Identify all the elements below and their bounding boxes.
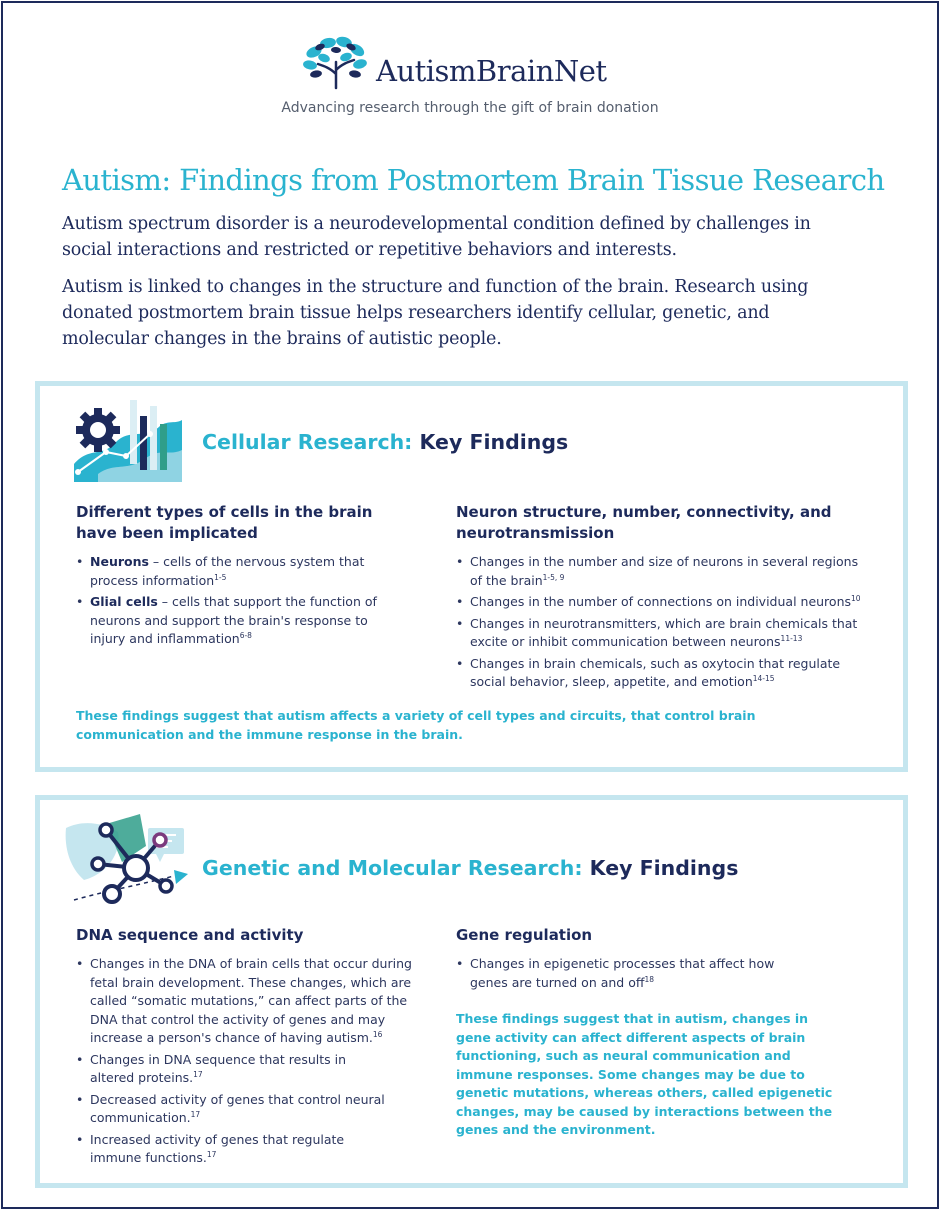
citation: 1-5 xyxy=(214,572,227,582)
genetic-research-panel xyxy=(35,795,908,1188)
genetic-left-column xyxy=(76,925,421,1171)
genetic-left-list xyxy=(76,955,421,1168)
brand-tagline: Advancing research through the gift of brain donation xyxy=(281,100,659,116)
brand-logo xyxy=(300,34,660,94)
list-item xyxy=(76,1131,421,1168)
list-item xyxy=(76,955,421,1048)
cellular-left-list xyxy=(76,553,396,649)
genetic-heading-rest: Key Findings xyxy=(589,856,739,880)
item-text: Changes in the DNA of brain cells that occur during fetal brain development. These changes, which are called “somatic mutations,” can affect parts of the DNA that control the activity of genes and may increase a person's chance of having autism. xyxy=(90,956,412,1045)
list-item xyxy=(76,1051,421,1088)
item-text: Increased activity of genes that regulate immune functions. xyxy=(90,1131,345,1165)
intro-paragraph-1: Autism spectrum disorder is a neurodevelopmental condition defined by challenges in social interactions and restricted or repetitive behaviors and interests. xyxy=(62,214,811,260)
citation: 16 xyxy=(372,1030,383,1039)
genetic-panel-heading xyxy=(202,856,738,880)
cellular-panel-heading xyxy=(202,430,568,454)
citation: 1-5, 9 xyxy=(542,572,565,582)
item-text: Changes in DNA sequence that results in altered proteins. xyxy=(90,1051,347,1085)
list-item xyxy=(76,553,396,590)
molecule-network-icon xyxy=(62,806,192,906)
item-text: Changes in brain chemicals, such as oxytocin that regulate social behavior, sleep, appetite, and emotion xyxy=(470,655,841,689)
item-text: Changes in neurotransmitters, which are brain chemicals that excite or inhibit communication between neurons xyxy=(470,615,858,649)
item-text: Changes in the number and size of neurons in several regions of the brain xyxy=(470,554,859,588)
cellular-research-panel xyxy=(35,381,908,772)
item-text: – cells that support the function of neurons and support the brain's response to injury and inflammation xyxy=(90,594,377,646)
citation: 6-8 xyxy=(239,631,252,640)
genetic-right-list xyxy=(456,955,836,992)
genetic-right-heading: Gene regulation xyxy=(456,926,593,944)
item-text: Changes in the number of connections on individual neurons xyxy=(470,594,851,609)
citation: 14-15 xyxy=(752,674,775,683)
intro-paragraph-2: Autism is linked to changes in the structure and function of the brain. Research using donated postmortem brain tissue helps researchers identify cellular, genetic, and molecular changes in the brains of autistic people. xyxy=(62,277,809,349)
list-item xyxy=(456,615,866,652)
list-item xyxy=(76,593,396,649)
item-text: – cells of the nervous system that process information xyxy=(90,554,365,588)
citation: 17 xyxy=(190,1110,201,1119)
brain-tree-logo-icon xyxy=(300,34,372,90)
page-title: Autism: Findings from Postmortem Brain Tissue Research xyxy=(62,163,885,197)
item-text: Changes in epigenetic processes that affect how genes are turned on and off xyxy=(470,956,775,990)
cellular-heading-rest: Key Findings xyxy=(419,430,569,454)
item-text: Decreased activity of genes that control neural communication. xyxy=(90,1091,385,1125)
term-glial-cells: Glial cells xyxy=(90,594,158,609)
genetic-summary-note: These findings suggest that in autism, changes in gene activity can affect different aspects of brain functioning, such as neural communication and immune responses. Some changes may be due to genetic mutations, whereas others, called epigenetic changes, may be caused by interactions between the genes and the environment. xyxy=(456,1011,833,1137)
cellular-left-column xyxy=(76,502,396,652)
list-item xyxy=(456,655,866,692)
cellular-right-list xyxy=(456,553,866,692)
list-item xyxy=(76,1091,421,1128)
citation: 18 xyxy=(644,974,655,984)
list-item xyxy=(456,553,866,590)
citation: 17 xyxy=(193,1070,203,1079)
cellular-left-heading: Different types of cells in the brain have been implicated xyxy=(76,503,373,542)
genetic-left-heading: DNA sequence and activity xyxy=(76,926,304,944)
cellular-right-heading: Neuron structure, number, connectivity, and neurotransmission xyxy=(456,503,832,542)
list-item xyxy=(456,955,836,992)
term-neurons: Neurons xyxy=(90,554,149,569)
citation: 17 xyxy=(206,1150,217,1159)
genetic-right-column xyxy=(456,925,836,995)
genetic-heading-lead: Genetic and Molecular Research: xyxy=(202,856,583,880)
cellular-summary-note: These findings suggest that autism affects a variety of cell types and circuits, that control brain communication and the immune response in the brain. xyxy=(76,708,756,742)
citation: 10 xyxy=(851,594,861,603)
cellular-right-column xyxy=(456,502,866,695)
brand-name: AutismBrainNet xyxy=(376,54,607,88)
cellular-heading-lead: Cellular Research: xyxy=(202,430,413,454)
list-item xyxy=(456,593,866,612)
gear-bar-chart-icon xyxy=(68,394,188,486)
citation: 11-13 xyxy=(780,634,803,643)
